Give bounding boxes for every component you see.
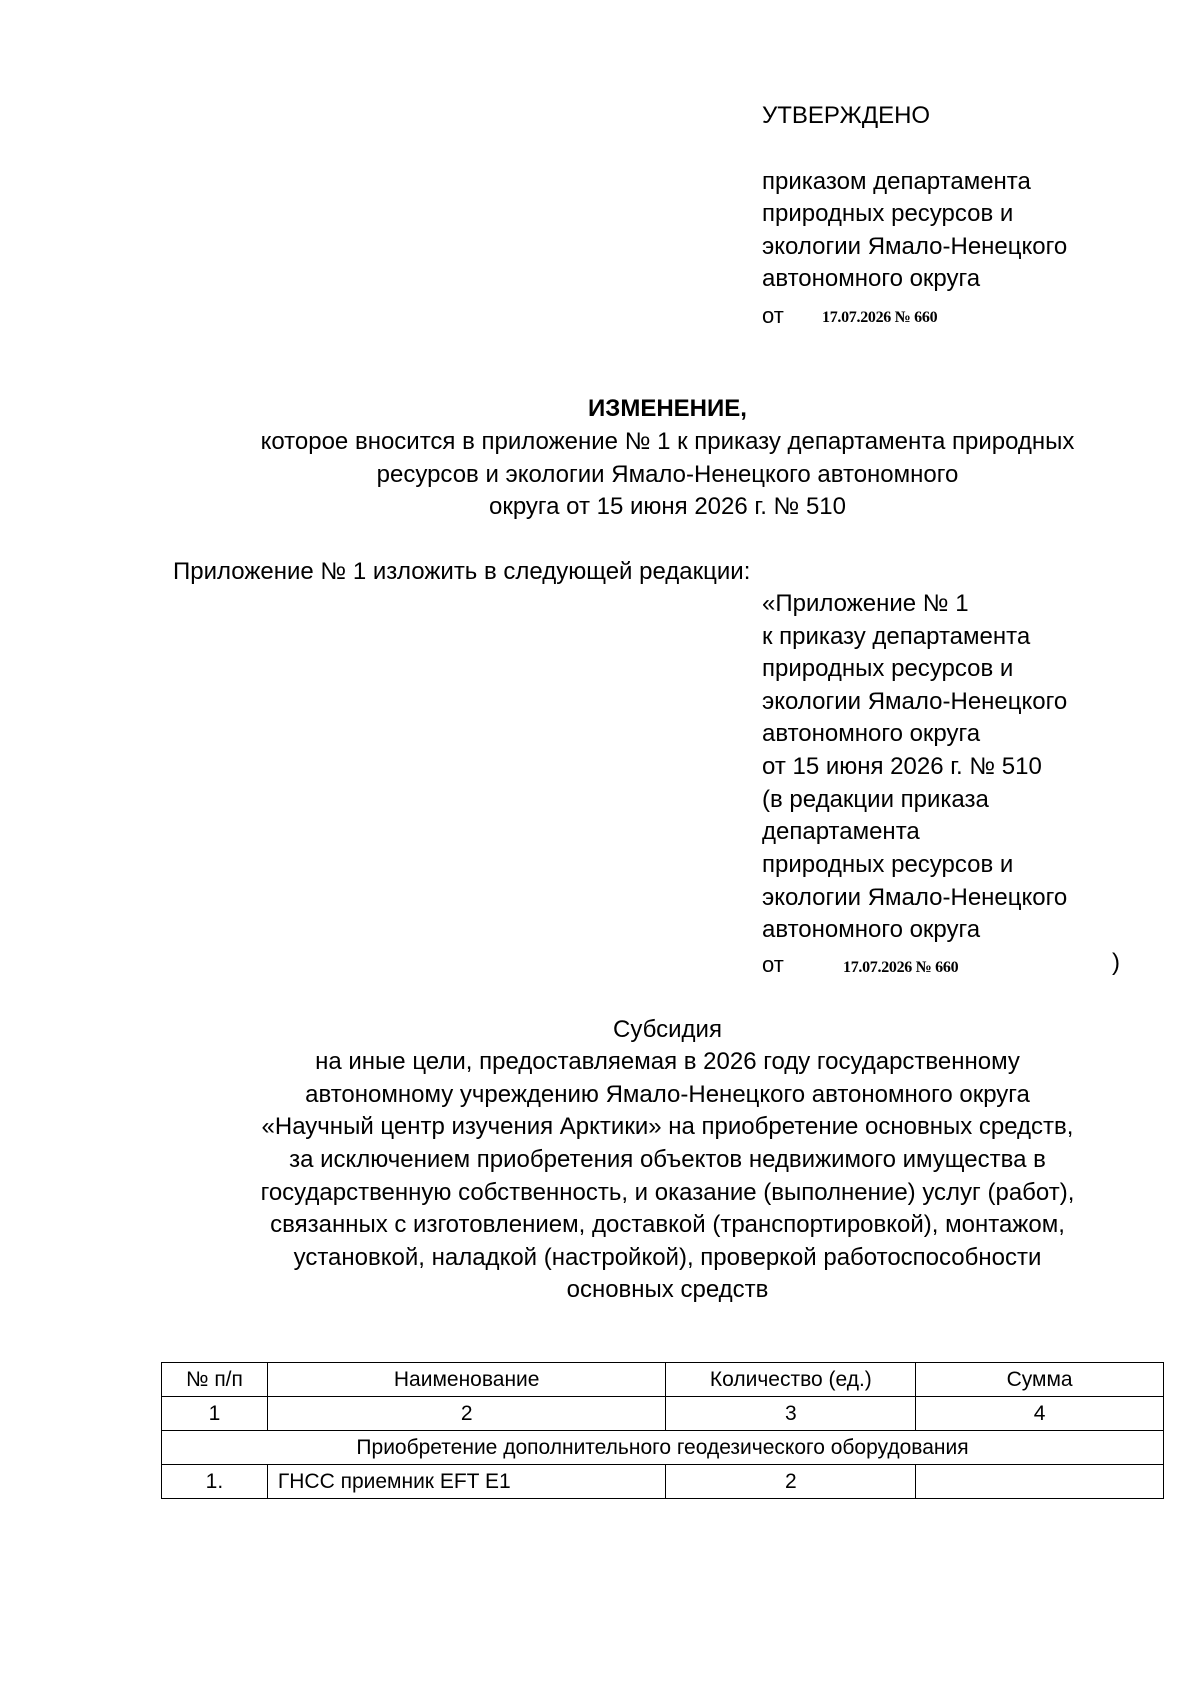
appendix-line: от 15 июня 2026 г. № 510 [762,753,1042,780]
row-quantity-cell: 2 [666,1465,916,1499]
subsidy-line: связанных с изготовлением, доставкой (транспортировкой), монтажом, [270,1211,1065,1238]
table-column-number-row [162,1397,1164,1431]
approval-line: природных ресурсов и [762,200,1014,227]
change-subtitle-line: ресурсов и экологии Ямало-Ненецкого автономного [376,461,959,488]
column-number-cell: 4 [916,1397,1164,1431]
approval-line: автономного округа [762,265,981,292]
table-section-row [162,1431,1164,1465]
approval-line: приказом департамента [762,168,1031,195]
header-cell-sum: Сумма [916,1363,1164,1397]
table-header-row [162,1363,1164,1397]
appendix-line: к приказу департамента [762,623,1031,650]
approval-date-stamp: 17.07.2026 № 660 [822,309,938,326]
appendix-line: (в редакции приказа [762,786,989,813]
appendix-line: автономного округа [762,720,981,747]
appendix-date-stamp: 17.07.2026 № 660 [843,959,959,976]
subsidy-line: на иные цели, предоставляемая в 2026 году государственному [315,1048,1020,1075]
change-subtitle-line: округа от 15 июня 2026 г. № 510 [488,493,846,520]
approval-line: экологии Ямало-Ненецкого [762,233,1068,260]
row-number-cell: 1. [162,1465,268,1499]
subsidy-title: Субсидия [613,1016,722,1043]
subsidy-line: основных средств [566,1276,769,1303]
subsidy-line: установкой, наладкой (настройкой), проверкой работоспособности [293,1244,1042,1271]
appendix-date-prefix: от [762,952,784,977]
header-cell-name: Наименование [267,1363,666,1397]
subsidy-line: автономному учреждению Ямало-Ненецкого автономного округа [305,1081,1030,1108]
subsidy-line: «Научный центр изучения Арктики» на приобретение основных средств, [261,1113,1074,1140]
subsidy-table [161,1362,1164,1499]
appendix-line: автономного округа [762,916,981,943]
row-sum-cell [916,1465,1164,1499]
header-cell-quantity: Количество (ед.) [666,1363,916,1397]
section-title-cell: Приобретение дополнительного геодезического оборудования [162,1431,1164,1465]
appendix-line: «Приложение № 1 [762,590,969,617]
approval-title: УТВЕРЖДЕНО [762,102,931,129]
appendix-line: экологии Ямало-Ненецкого [762,688,1068,715]
subsidy-line: государственную собственность, и оказание (выполнение) услуг (работ), [260,1179,1075,1206]
appendix-line: природных ресурсов и [762,655,1014,682]
table-row [162,1465,1164,1499]
column-number-cell: 2 [267,1397,666,1431]
appendix-line: природных ресурсов и [762,851,1014,878]
change-title: ИЗМЕНЕНИЕ, [588,395,747,422]
row-name-cell: ГНСС приемник EFT E1 [267,1465,666,1499]
appendix-line: экологии Ямало-Ненецкого [762,884,1068,911]
subsidy-line: за исключением приобретения объектов недвижимого имущества в [289,1146,1046,1173]
change-subtitle-line: которое вносится в приложение № 1 к приказу департамента природных [260,428,1075,455]
column-number-cell: 1 [162,1397,268,1431]
appendix-closing-paren: ) [1112,949,1120,976]
header-cell-number: № п/п [162,1363,268,1397]
approval-date-prefix: от [762,303,784,328]
column-number-cell: 3 [666,1397,916,1431]
intro-text: Приложение № 1 изложить в следующей редакции: [173,558,751,585]
appendix-line: департамента [762,818,920,845]
